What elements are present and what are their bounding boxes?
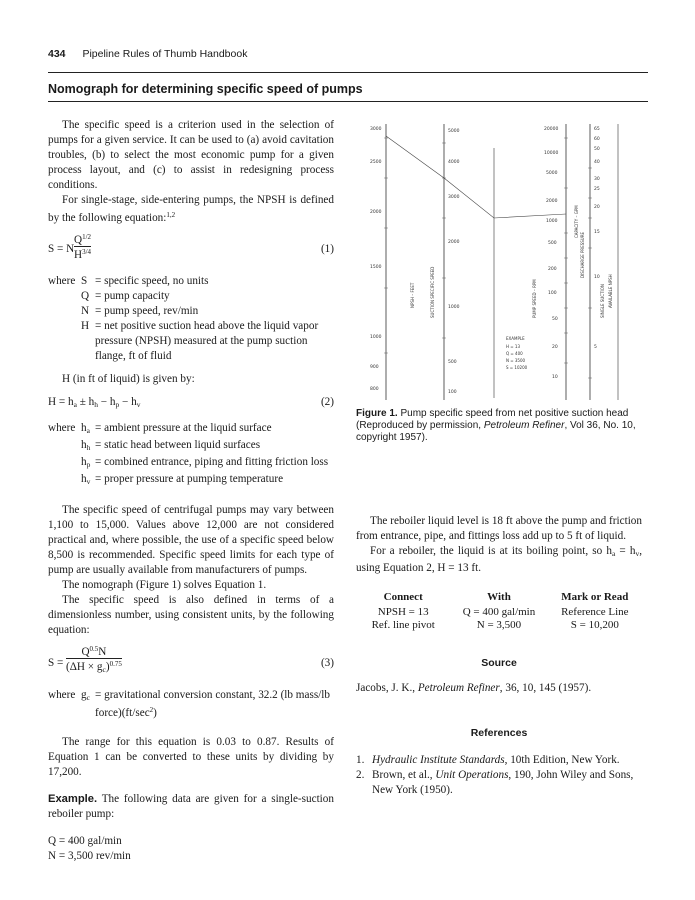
def-h: = net positive suction head above the liquid vapor pressure (NPSH) measured at the pump suction flange, ft of fluid [95, 320, 319, 362]
npsh-intro-paragraph: For single-stage, side-entering pumps, the NPSH is defined by the following equation:$^{1,2}$ [48, 194, 334, 224]
tick-d: 25 [594, 187, 600, 192]
def-q: = pump capacity [95, 290, 170, 302]
given-values [48, 834, 334, 864]
tick-d: 50 [594, 147, 600, 152]
def-hp: = combined entrance, piping and fitting friction loss [95, 456, 329, 468]
table-row [356, 619, 642, 632]
caption-source: Petroleum Refiner [483, 420, 565, 431]
eq2-number: (2) [320, 396, 334, 408]
nomograph-paragraph: The nomograph (Figure 1) solves Equation 1. [62, 579, 267, 591]
ticks-d [594, 126, 600, 350]
given-n: N = 3,500 rev/min [48, 850, 131, 862]
eq3-definitions: where $g_c$ = gravitational conversion constant, 32.2 (lb mass/lb $force)(ft/\sec^2)$ [48, 688, 334, 721]
eq1-lhs: S = N [48, 243, 75, 255]
dimensionless-paragraph: The specific speed is also defined in terms of a dimensionless number, using consistent units, by the following equation: [48, 594, 334, 636]
tick-a: 800 [370, 387, 379, 392]
nomograph-figure [356, 118, 646, 406]
def-ha: = ambient pressure at the liquid surface [95, 422, 272, 434]
eq2-definitions: where $h_a$ = ambient pressure at the liquid surface $h_h$ = static head between liquid surfaces $h_p$ = combined entrance, piping and fitting friction loss $h_v$ = proper pressure at pumping temperature [48, 421, 334, 489]
tick-d: 40 [594, 160, 600, 165]
eq1-number: (1) [320, 243, 334, 255]
equation-2 [48, 395, 334, 415]
range3-paragraph: The range for this equation is 0.03 to 0.87. Results of Equation 1 can be converted to these units by dividing by 17,200. [48, 736, 334, 778]
tick-d: 65 [594, 127, 600, 132]
tick-c: 500 [548, 241, 557, 246]
tick-c: 20000 [544, 127, 559, 132]
range-paragraph: The specific speed of centrifugal pumps may vary between 1,100 to 15,000. Values above 12,000 are not considered practical and, where possible, the use of a specific speed below 8,500 is recommended. Specific speed limits for each type of pump are usually available from manufacturers of pumps. [48, 504, 334, 576]
references-heading: References [470, 727, 528, 739]
tick-d: 10 [594, 275, 600, 280]
def-hh: = static head between liquid surfaces [95, 439, 261, 451]
tick-b: 2000 [448, 240, 460, 245]
axis-label-suction: SUCTION SPECIFIC SPEED [430, 266, 435, 318]
references-list [356, 753, 642, 798]
axis-label-capacity: CAPACITY – GPM [574, 205, 579, 238]
tick-d: 60 [594, 137, 600, 142]
minor-ticks [384, 138, 592, 378]
eq1-fraction: $\frac{Q^{1/2}}{H^{3/4}}$ [74, 233, 92, 261]
example-box-line: N = 3500 [506, 358, 526, 363]
equation-3 [48, 644, 334, 682]
figure-caption: Figure 1. Pump specific speed from net positive suction head (Reproduced by permission, Petroleum Refiner, Vol 36, No. 10, copyright 1957). [356, 408, 636, 443]
figure-label: Figure 1. [356, 408, 398, 419]
tick-b: 4000 [448, 160, 460, 165]
connect-table [356, 590, 642, 632]
tick-b: 3000 [448, 195, 460, 200]
table-cell: Ref. line pivot [371, 619, 435, 631]
citation-superscript: 1,2 [166, 211, 176, 219]
def-s: = specific speed, no units [95, 275, 209, 287]
eq2-text: $H = h_a \pm h_h - h_p - h_v$ [48, 396, 141, 409]
running-header [48, 48, 648, 68]
axis-label-speed: PUMP SPEED – RPM [532, 279, 537, 318]
tick-d: 20 [594, 205, 600, 210]
example-solution-line [386, 136, 566, 218]
example-box-line: S = 10200 [506, 365, 528, 370]
section-title: Nomograph for determining specific speed of pumps [48, 82, 363, 96]
tick-d: 5 [594, 345, 597, 350]
table-cell: Reference Line [561, 606, 629, 618]
tick-c: 5000 [546, 171, 558, 176]
table-cell: Q = 400 gal/min [462, 606, 536, 618]
tick-c: 10 [552, 375, 558, 380]
example-paragraph: Example. The following data are given for a single-suction reboiler pump: [48, 793, 334, 820]
table-cell: S = 10,200 [570, 619, 619, 631]
tick-b: 1000 [448, 305, 460, 310]
book-title: Pipeline Rules of Thumb Handbook [82, 48, 248, 60]
axis-label-pressure: DISCHARGE PRESSURE [580, 231, 585, 278]
reboiler-paragraph: The reboiler liquid level is 18 ft above the pump and friction from entrance, pipe, and fittings loss add up to 5 ft of liquid. [356, 515, 642, 542]
left-column [48, 118, 334, 864]
tick-b: 5000 [448, 129, 460, 134]
def-gc: = gravitational conversion constant, 32.2 (lb mass/lb $force)(ft/\sec^2)$ [95, 689, 330, 719]
right-column [356, 514, 642, 798]
tick-c: 1000 [546, 219, 558, 224]
boiling-paragraph: For a reboiler, the liquid is at its boiling point, so $h_a = h_v$, using Equation 2, H = 13 ft. [356, 545, 642, 574]
eq3-number: (3) [320, 657, 334, 669]
def-n: = pump speed, rev/min [95, 305, 199, 317]
axis-label-single-suction: SINGLE SUCTION [600, 284, 605, 318]
reference-item: 1. Hydraulic Institute Standards, 10th Edition, New York. [356, 754, 620, 766]
table-cell: N = 3,500 [476, 619, 522, 631]
page-number: 434 [48, 48, 66, 60]
ticks-b [448, 128, 460, 395]
table-header: Mark or Read [561, 591, 629, 603]
equation-1 [48, 232, 334, 268]
axis-label-npsh: NPSH – FEET [410, 282, 415, 308]
eq1-definitions: where S = specific speed, no units Q = pump capacity N = pump speed, rev/min H = net positive suction head above the liquid vapor pressure (NPSH) measured at the pump suction flange, ft of fluid [48, 274, 334, 364]
tick-a: 1500 [370, 265, 382, 270]
example-box-line: Q = 400 [506, 351, 523, 356]
tick-b: 100 [448, 390, 457, 395]
tick-a: 1000 [370, 335, 382, 340]
example-box-line: H = 13 [506, 344, 520, 349]
tick-c: 10000 [544, 151, 559, 156]
reference-item: 2. Brown, et al., Unit Operations, 190, John Wiley and Sons, New York (1950). [356, 769, 634, 796]
def-hv: = proper pressure at pumping temperature [95, 473, 284, 485]
tick-a: 900 [370, 365, 379, 370]
table-cell: NPSH = 13 [377, 606, 429, 618]
example-box-title: EXAMPLE [506, 336, 525, 341]
source-heading: Source [481, 657, 517, 669]
ticks-c [544, 126, 558, 380]
tick-c: 200 [548, 267, 557, 272]
tick-c: 100 [548, 291, 557, 296]
given-q: Q = 400 gal/min [48, 835, 122, 847]
intro-paragraph: The specific speed is a criterion used in the selection of pumps for a given service. It can be used to (a) avoid cavitation troubles, (b) to select the most economic pump for a given process layout, and (c) to assist in redesigning process conditions. [48, 119, 334, 191]
title-rule [48, 101, 648, 102]
header-rule [48, 72, 648, 73]
example-box [506, 336, 528, 370]
tick-d: 15 [594, 230, 600, 235]
ticks-a [370, 126, 382, 392]
tick-a: 3000 [370, 127, 382, 132]
where-label: where [48, 275, 76, 287]
example-label: Example. [48, 793, 98, 805]
source-citation: Jacobs, J. K., Petroleum Refiner, 36, 10, 145 (1957). [356, 682, 592, 694]
tick-d: 30 [594, 177, 600, 182]
tick-a: 2500 [370, 160, 382, 165]
table-header: Connect [383, 591, 423, 603]
h-given-line: H (in ft of liquid) is given by: [62, 373, 195, 385]
tick-a: 2000 [370, 210, 382, 215]
eq3-fraction: $\frac{Q^{0.5}N}{(\Delta H \times g_c)^{0.75}}$ [66, 645, 122, 674]
tick-b: 500 [448, 360, 457, 365]
table-header: With [487, 591, 511, 603]
table-row [356, 606, 642, 619]
tick-c: 50 [552, 317, 558, 322]
eq3-lhs: S = [48, 657, 64, 669]
tick-c: 20 [552, 345, 558, 350]
axis-label-available: AVAILABLE NPSH [608, 274, 613, 308]
tick-c: 2000 [546, 199, 558, 204]
